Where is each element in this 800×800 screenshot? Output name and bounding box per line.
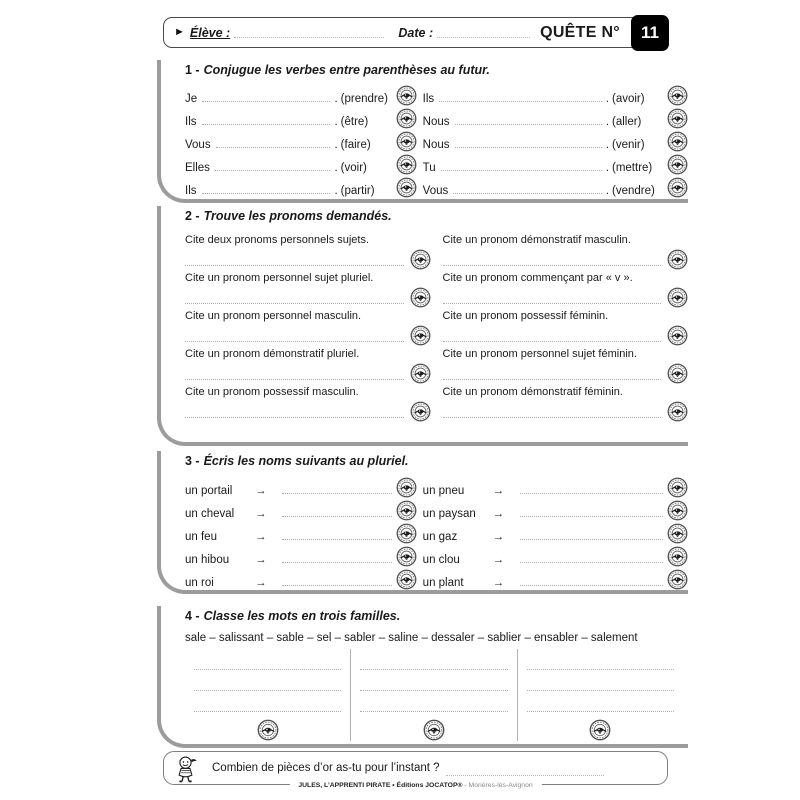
pronoun-column-right (443, 234, 689, 424)
footer-score-box (163, 751, 668, 789)
period: . (334, 93, 338, 105)
question-text: Cite deux pronoms personnels sujets. (185, 234, 370, 246)
pronoun-label: Elles (185, 162, 210, 174)
answer-line[interactable] (194, 670, 341, 691)
question-block (443, 348, 689, 384)
period: . (605, 93, 609, 105)
section-number: 2 - (185, 209, 200, 223)
plural-row (423, 498, 688, 521)
eleve-write-line[interactable] (234, 27, 384, 38)
answer-line[interactable] (520, 493, 663, 494)
verb-hint: (faire) (340, 139, 371, 151)
conjugation-row (423, 152, 688, 175)
arrow-icon: → (255, 577, 267, 589)
answer-line[interactable] (215, 170, 331, 171)
section-number: 3 - (185, 454, 200, 468)
publisher-credit (289, 782, 541, 789)
gold-coin-icon (667, 177, 688, 198)
answer-line[interactable] (185, 341, 404, 342)
section-number: 1 - (185, 63, 200, 77)
verb-hint: (partir) (340, 185, 375, 197)
question-text: Cite un pronom personnel sujet féminin. (442, 348, 637, 360)
pronoun-label: Vous (422, 185, 449, 197)
gold-coin-icon (410, 249, 431, 270)
gold-coin-icon (667, 500, 688, 521)
verb-hint: (avoir) (612, 93, 645, 105)
quest-number-badge: 11 (631, 15, 669, 51)
period: . (605, 116, 609, 128)
question-text: Cite un pronom démonstratif féminin. (442, 386, 623, 398)
answer-line[interactable] (185, 303, 404, 304)
question-block (185, 272, 431, 308)
section-title (185, 60, 688, 77)
verb-hint: (venir) (612, 139, 645, 151)
section-instruction: Conjugue les verbes entre parenthèses au futur. (203, 63, 490, 77)
gold-coin-icon (667, 401, 688, 422)
gold-coin-icon (396, 500, 417, 521)
section-instruction: Classe les mots en trois familles. (203, 609, 401, 623)
answer-line[interactable] (527, 649, 674, 670)
plural-row (185, 475, 417, 498)
gold-coin-icon (257, 719, 279, 741)
plural-grid (185, 475, 688, 590)
footer-question: Combien de pièces d’or as-tu pour l’instant ? (212, 762, 440, 774)
conjugation-column-left (185, 83, 417, 198)
pronoun-column-left (185, 234, 431, 424)
quest-title: QUÊTE N° (540, 23, 620, 41)
date-label: Date : (398, 25, 434, 40)
family-column (350, 649, 516, 741)
pronoun-label: Ils (185, 116, 197, 128)
pronoun-label: Nous (422, 139, 450, 151)
gold-coin-icon (410, 325, 431, 346)
gold-coin-icon (667, 108, 688, 129)
answer-line[interactable] (443, 303, 662, 304)
gold-coin-icon (396, 131, 417, 152)
conjugation-column-right (423, 83, 688, 198)
credit-publisher: • Éditions JOCATOP® (392, 782, 463, 789)
conjugation-row (423, 106, 688, 129)
answer-line[interactable] (202, 193, 331, 194)
pronoun-label: Ils (185, 185, 197, 197)
question-block (185, 386, 431, 422)
plural-row (185, 567, 417, 590)
question-text: Cite un pronom personnel sujet pluriel. (185, 272, 374, 284)
answer-line[interactable] (360, 649, 507, 670)
conjugation-row (185, 83, 417, 106)
answer-line[interactable] (527, 670, 674, 691)
arrow-icon: → (492, 554, 505, 566)
answer-line[interactable] (520, 585, 663, 586)
answer-line[interactable] (443, 341, 662, 342)
answer-line[interactable] (520, 516, 663, 517)
gold-coin-icon (667, 523, 688, 544)
section-word-families (157, 606, 688, 748)
arrow-icon: → (255, 485, 267, 497)
plural-column-left (185, 475, 417, 590)
section-instruction: Écris les noms suivants au pluriel. (203, 454, 409, 468)
noun-label: un pneu (422, 485, 465, 497)
answer-line[interactable] (520, 562, 663, 563)
arrow-icon: → (492, 485, 505, 497)
noun-label: un plant (422, 577, 464, 589)
answer-line[interactable] (443, 379, 662, 380)
noun-label: un paysan (422, 508, 476, 520)
section-title (185, 606, 688, 623)
plural-row (423, 567, 688, 590)
answer-line[interactable] (282, 585, 392, 586)
gold-coin-icon (410, 363, 431, 384)
gold-coin-icon (667, 363, 688, 384)
credit-series: JULES, L’APPRENTI PIRATE (298, 782, 391, 789)
noun-label: un gaz (422, 531, 458, 543)
noun-label: un cheval (185, 508, 235, 520)
question-text: Cite un pronom possessif féminin. (442, 310, 609, 322)
question-text: Cite un pronom commençant par « v ». (442, 272, 633, 284)
gold-coin-icon (423, 719, 445, 741)
arrow-icon: → (255, 531, 267, 543)
question-block (185, 310, 431, 346)
section-instruction: Trouve les pronoms demandés. (203, 209, 392, 223)
noun-label: un clou (422, 554, 460, 566)
answer-line[interactable] (282, 562, 392, 563)
gold-coin-icon (396, 569, 417, 590)
plural-row (185, 498, 417, 521)
period: . (334, 139, 338, 151)
period: . (334, 162, 338, 174)
answer-line[interactable] (360, 670, 507, 691)
conjugation-row (185, 106, 417, 129)
section-title (185, 451, 688, 468)
noun-label: un hibou (185, 554, 230, 566)
pronoun-label: Nous (422, 116, 450, 128)
gold-coin-icon (396, 546, 417, 567)
answer-line[interactable] (202, 101, 330, 102)
gold-coin-icon (667, 154, 688, 175)
family-columns (185, 649, 683, 741)
answer-line[interactable] (194, 649, 341, 670)
noun-label: un portail (185, 485, 233, 497)
pronoun-label: Ils (422, 93, 435, 105)
gold-coin-icon (667, 546, 688, 567)
pronoun-label: Vous (185, 139, 211, 151)
question-block (443, 234, 689, 270)
question-text: Cite un pronom démonstratif masculin. (442, 234, 631, 246)
answer-line[interactable] (527, 691, 674, 712)
question-block (443, 272, 689, 308)
answer-line[interactable] (441, 170, 602, 171)
conjugation-row (185, 152, 417, 175)
section-title (185, 206, 688, 223)
arrow-icon: → (492, 508, 505, 520)
conjugation-row (423, 175, 688, 198)
section-pronouns (157, 206, 688, 446)
gold-coin-icon (410, 287, 431, 308)
gold-coin-icon (410, 401, 431, 422)
answer-line[interactable] (202, 124, 331, 125)
family-column (517, 649, 683, 741)
gold-coin-icon (667, 477, 688, 498)
verb-hint: (vendre) (612, 185, 655, 197)
section-plurals (157, 451, 688, 594)
word-list: sale – salissant – sable – sel – sabler – saline – dessaler – sablier – ensabler – salement (185, 632, 638, 644)
plural-row (423, 475, 688, 498)
question-block (185, 234, 431, 270)
plural-row (185, 544, 417, 567)
gold-coin-icon (396, 177, 417, 198)
question-text: Cite un pronom possessif masculin. (185, 386, 359, 398)
period: . (605, 185, 609, 197)
gold-coin-icon (667, 85, 688, 106)
arrow-icon: → (492, 577, 505, 589)
answer-line[interactable] (185, 417, 404, 418)
gold-coin-icon (667, 131, 688, 152)
question-block (443, 386, 689, 422)
answer-line[interactable] (453, 193, 602, 194)
answer-line[interactable] (455, 147, 602, 148)
answer-line[interactable] (216, 147, 331, 148)
pirate-mascot-icon (171, 752, 200, 784)
answer-line[interactable] (360, 691, 507, 712)
answer-line[interactable] (455, 124, 602, 125)
plural-row (423, 544, 688, 567)
eleve-label: Élève : (189, 25, 231, 40)
answer-line[interactable] (282, 493, 392, 494)
verb-hint: (être) (340, 116, 369, 128)
answer-line[interactable] (439, 101, 602, 102)
conjugation-row (185, 129, 417, 152)
section-number: 4 - (185, 609, 200, 623)
verb-hint: (aller) (612, 116, 642, 128)
period: . (334, 116, 338, 128)
pronoun-label: Tu (422, 162, 436, 174)
section-conjugation (157, 60, 688, 203)
answer-line[interactable] (194, 691, 341, 712)
credit-city: - Morières-lès-Avignon (464, 782, 533, 789)
plural-row (423, 521, 688, 544)
arrow-marker-icon: ► (174, 26, 185, 38)
gold-coin-icon (667, 325, 688, 346)
question-text: Cite un pronom démonstratif pluriel. (185, 348, 360, 360)
arrow-icon: → (255, 508, 267, 520)
answer-line[interactable] (443, 265, 662, 266)
verb-hint: (mettre) (612, 162, 653, 174)
score-write-line[interactable] (446, 766, 604, 776)
gold-coin-icon (667, 287, 688, 308)
gold-coin-icon (396, 108, 417, 129)
gold-coin-icon (667, 569, 688, 590)
question-block (443, 310, 689, 346)
family-column (185, 649, 350, 741)
answer-line[interactable] (443, 417, 662, 418)
gold-coin-icon (396, 477, 417, 498)
answer-line[interactable] (282, 539, 392, 540)
pronoun-grid (185, 234, 688, 424)
gold-coin-icon (396, 523, 417, 544)
noun-label: un feu (185, 531, 217, 543)
conjugation-row (423, 83, 688, 106)
gold-coin-icon (396, 154, 417, 175)
gold-coin-icon (396, 85, 417, 106)
arrow-icon: → (492, 531, 505, 543)
conjugation-row (185, 175, 417, 198)
answer-line[interactable] (185, 379, 404, 380)
date-write-line[interactable] (437, 27, 530, 38)
answer-line[interactable] (282, 516, 392, 517)
gold-coin-icon (589, 719, 611, 741)
question-text: Cite un pronom personnel masculin. (185, 310, 362, 322)
conjugation-row (423, 129, 688, 152)
answer-line[interactable] (185, 265, 404, 266)
answer-line[interactable] (520, 539, 663, 540)
question-block (185, 348, 431, 384)
period: . (605, 162, 609, 174)
pronoun-label: Je (185, 93, 198, 105)
plural-row (185, 521, 417, 544)
period: . (334, 185, 338, 197)
plural-column-right (423, 475, 688, 590)
period: . (605, 139, 609, 151)
header-bar (163, 17, 667, 48)
gold-coin-icon (667, 249, 688, 270)
verb-hint: (voir) (340, 162, 367, 174)
noun-label: un roi (185, 577, 214, 589)
arrow-icon: → (255, 554, 267, 566)
verb-hint: (prendre) (340, 93, 388, 105)
conjugation-grid (185, 83, 688, 198)
